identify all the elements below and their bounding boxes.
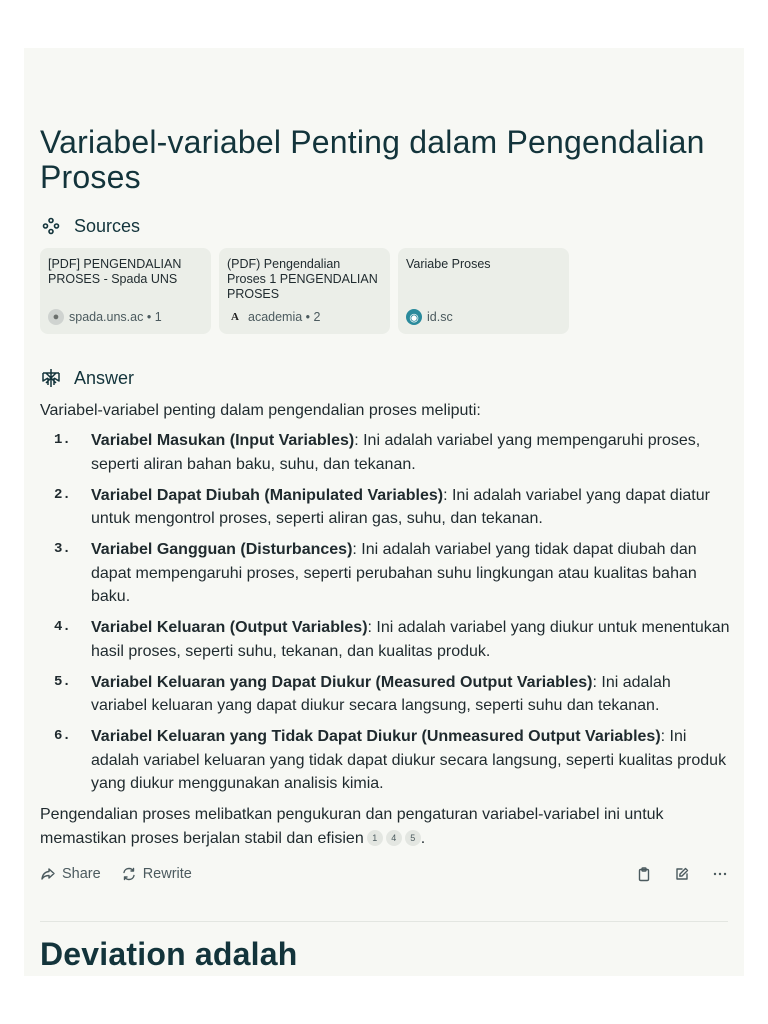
share-label: Share [62, 866, 101, 882]
source-card[interactable] [40, 248, 211, 334]
share-icon [40, 866, 56, 882]
sources-icon [40, 215, 62, 237]
list-item-term: Variabel Keluaran yang Dapat Diukur (Measured Output Variables) [91, 673, 593, 691]
spada-favicon-icon: ● [48, 309, 64, 325]
list-item-desc: : Ini adalah variabel yang tidak dapat diubah dan dapat mempengaruhi proses, seperti perubahan suhu lingkungan atau kualitas bahan baku. [91, 541, 697, 605]
source-site: id.sc [427, 310, 453, 324]
answer-panel [24, 48, 744, 976]
sources-heading [40, 214, 140, 238]
globe-favicon-icon: ◉ [406, 309, 422, 325]
list-item-desc: : Ini adalah variabel yang dapat diatur untuk mengontrol proses, seperti aliran gas, suhu, dan tekanan. [91, 486, 710, 527]
rewrite-button[interactable] [121, 866, 192, 882]
closing-text: Pengendalian proses melibatkan pengukuran dan pengaturan variabel-variabel ini untuk memastikan proses berjalan stabil dan efisien [40, 806, 664, 847]
list-item: 4. Variabel Keluaran (Output Variables): Ini adalah variabel yang diukur untuk menentukan hasil proses, seperti suhu, tekanan, dan kualitas produk. [54, 619, 730, 660]
list-item-desc: : Ini adalah variabel keluaran yang tidak dapat diukur secara langsung, seperti kualitas produk yang diukur menggunakan analisis kimia. [91, 728, 727, 792]
source-site: academia [248, 310, 303, 324]
more-icon[interactable] [710, 864, 730, 884]
source-meta: A academia • 2 [227, 309, 320, 325]
list-item-term: Variabel Dapat Diubah (Manipulated Variables) [91, 486, 444, 504]
citation-badge[interactable]: 5 [405, 830, 421, 846]
list-item-term: Variabel Gangguan (Disturbances) [91, 541, 353, 558]
answer-list [40, 429, 730, 803]
list-item-desc: : Ini adalah variabel yang diukur untuk menentukan hasil proses, seperti suhu, tekanan, dan kualitas produk. [91, 619, 730, 660]
source-meta: ● spada.uns.ac • 1 [48, 309, 162, 325]
list-item-term: Variabel Keluaran (Output Variables) [91, 619, 368, 636]
list-item: 5. Variabel Keluaran yang Dapat Diukur (Measured Output Variables): Ini adalah variabel keluaran yang dapat diukur secara langsung, seperti suhu dan tekanan. [54, 673, 671, 714]
rewrite-icon [121, 866, 137, 882]
list-item-term: Variabel Masukan (Input Variables) [91, 432, 355, 449]
citation-badge[interactable]: 4 [386, 830, 402, 846]
source-meta [406, 309, 453, 325]
list-item: 3. Variabel Gangguan (Disturbances): Ini adalah variabel yang tidak dapat diubah dan dapat mempengaruhi proses, seperti perubahan suhu lingkungan atau kualitas bahan baku. [54, 541, 697, 605]
answer-icon [40, 367, 62, 389]
sources-heading-label: Sources [74, 215, 141, 236]
list-item: 1. Variabel Masukan (Input Variables): Ini adalah variabel yang mempengaruhi proses, seperti aliran bahan baku, suhu, dan tekanan. [54, 432, 701, 473]
copy-icon[interactable] [634, 864, 654, 884]
source-title: (PDF) Pengendalian Proses 1 PENGENDALIAN PROSES [227, 257, 378, 301]
source-title: Variabe Proses [406, 257, 491, 271]
list-item-desc: : Ini adalah variabel yang mempengaruhi proses, seperti aliran bahan baku, suhu, dan tekanan. [91, 432, 701, 473]
source-title: [PDF] PENGENDALIAN PROSES - Spada UNS [48, 257, 182, 286]
rewrite-label: Rewrite [142, 866, 192, 882]
thread-title: Variabel-variabel Penting dalam Pengendalian Proses [40, 124, 705, 195]
answer-closing: Pengendalian proses melibatkan pengukuran dan pengaturan variabel-variabel ini untuk memastikan proses berjalan stabil dan efisien 1 4 5 . [40, 806, 664, 847]
list-item: 2. Variabel Dapat Diubah (Manipulated Variables): Ini adalah variabel yang dapat diatur untuk mengontrol proses, seperti aliran gas, suhu, dan tekanan. [54, 486, 710, 527]
source-card[interactable] [219, 248, 390, 334]
list-item: 6. Variabel Keluaran yang Tidak Dapat Diukur (Unmeasured Output Variables): Ini adalah variabel keluaran yang tidak dapat diukur secara langsung, seperti kualitas produk yang diukur menggunakan analisis kimia. [54, 728, 727, 792]
source-index: 1 [154, 310, 162, 324]
next-thread-title: Deviation adalah [40, 936, 298, 972]
list-item-term: Variabel Keluaran yang Tidak Dapat Diukur (Unmeasured Output Variables) [91, 728, 661, 745]
answer-actions [40, 863, 730, 885]
sources-carousel[interactable] [40, 248, 491, 334]
answer-heading [40, 366, 134, 390]
source-site: spada.uns.ac [69, 310, 144, 324]
academia-favicon-icon: A [231, 311, 239, 323]
thread-divider [40, 921, 728, 922]
edit-icon[interactable] [672, 864, 692, 884]
source-card[interactable] [398, 248, 569, 334]
list-item-desc: : Ini adalah variabel keluaran yang dapat diukur secara langsung, seperti suhu dan tekanan. [91, 673, 671, 714]
answer-intro: Variabel-variabel penting dalam pengendalian proses meliputi: [40, 402, 481, 419]
answer-heading-label: Answer [74, 367, 135, 388]
source-index: 2 [313, 310, 321, 324]
share-button[interactable] [40, 866, 101, 882]
citation-badge[interactable]: 1 [367, 830, 383, 846]
action-icons-right [634, 864, 730, 884]
